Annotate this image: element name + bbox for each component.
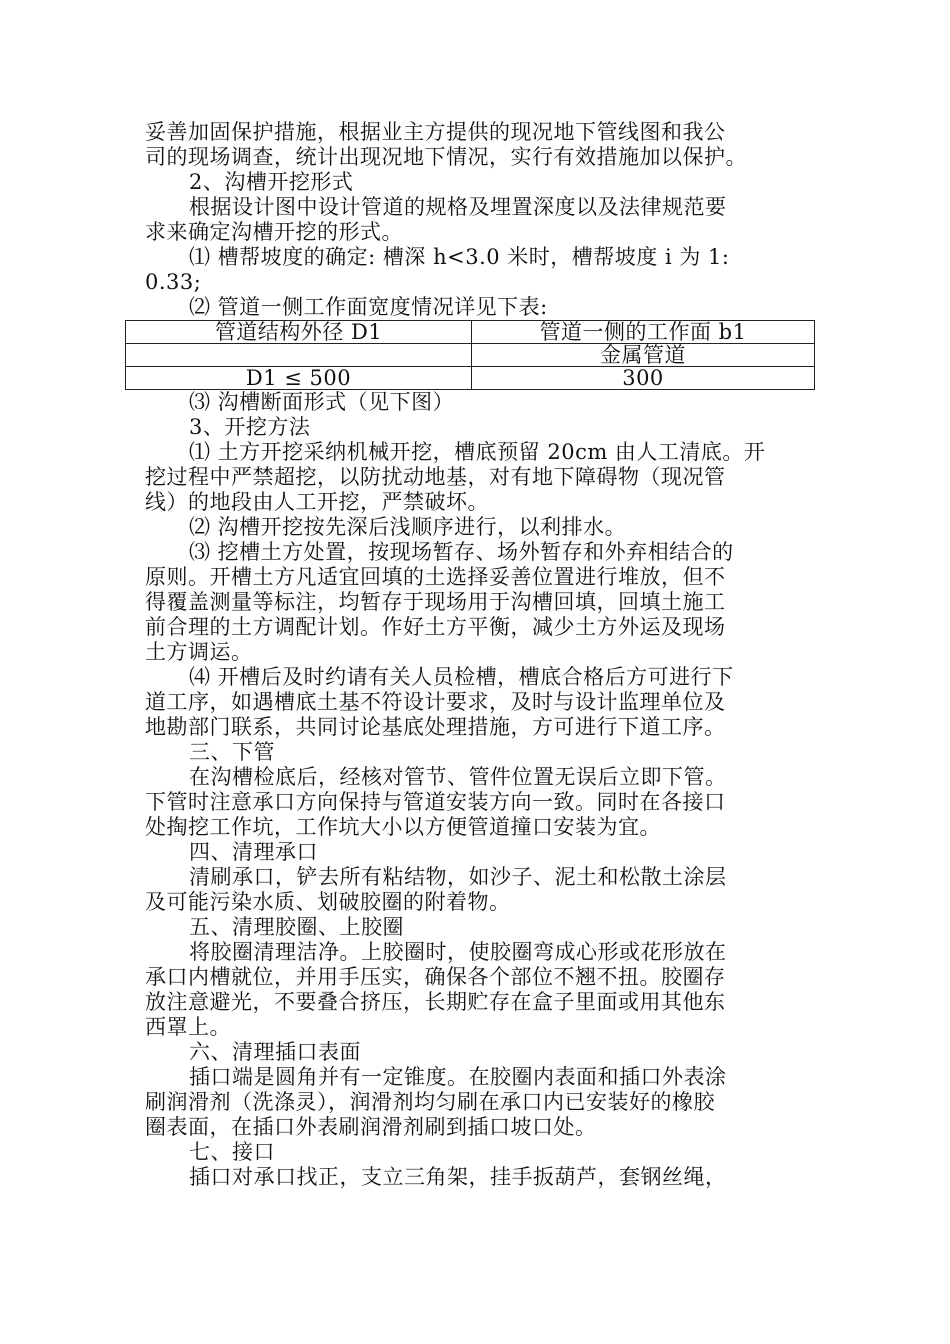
text-line: 三、下管: [189, 740, 275, 764]
text-line: 六、清理插口表面: [189, 1040, 361, 1064]
table-cell: [126, 344, 472, 367]
text-line: ⑵ 沟槽开挖按先深后浅顺序进行，以利排水。: [189, 515, 627, 539]
text-line: 四、清理承口: [189, 840, 318, 864]
table-cell: 300: [472, 367, 815, 390]
work-face-table: [125, 320, 815, 390]
text-line: 根据设计图中设计管道的规格及埋置深度以及法律规范要: [189, 195, 727, 219]
document-page: [145, 120, 807, 1190]
text-line: 及可能污染水质、划破胶圈的附着物。: [145, 890, 511, 914]
table-row: [126, 367, 815, 390]
text-line: 2、沟槽开挖形式: [189, 170, 354, 194]
text-line: 放注意避光，不要叠合挤压，长期贮存在盒子里面或用其他东: [145, 990, 726, 1014]
text-line: 清刷承口，铲去所有粘结物，如沙子、泥土和松散土涂层: [189, 865, 727, 889]
text-line: 西罩上。: [145, 1015, 231, 1039]
text-line: 土方调运。: [145, 640, 253, 664]
text-line: 求来确定沟槽开挖的形式。: [145, 220, 403, 244]
table-subheader-row: [126, 344, 815, 367]
table-cell: 管道结构外径 D1: [126, 321, 472, 344]
text-line: 圈表面，在插口外表刷润滑剂刷到插口坡口处。: [145, 1115, 597, 1139]
table-cell: 管道一侧的工作面 b1: [472, 321, 815, 344]
text-line: 插口端是圆角并有一定锥度。在胶圈内表面和插口外表涂: [189, 1065, 727, 1089]
text-line: ⑴ 土方开挖采纳机械开挖，槽底预留 20cm 由人工清底。开: [189, 440, 766, 464]
text-line: ⑷ 开槽后及时约请有关人员检槽，槽底合格后方可进行下: [189, 665, 734, 689]
text-line: 妥善加固保护措施，根据业主方提供的现况地下管线图和我公: [145, 120, 726, 144]
text-line: 将胶圈清理洁净。上胶圈时，使胶圈弯成心形或花形放在: [189, 940, 727, 964]
text-line: 七、接口: [189, 1140, 275, 1164]
text-line: 插口对承口找正，支立三角架，挂手扳葫芦，套钢丝绳，: [189, 1165, 727, 1189]
table-cell: D1 ≤ 500: [126, 367, 472, 390]
text-line: 地勘部门联系，共同讨论基底处理措施，方可进行下道工序。: [145, 715, 726, 739]
text-line: ⑶ 沟槽断面形式（见下图）: [189, 390, 455, 414]
text-line: 得覆盖测量等标注，均暂存于现场用于沟槽回填，回填土施工: [145, 590, 726, 614]
table-cell: 金属管道: [472, 344, 815, 367]
text-line: 处掏挖工作坑，工作坑大小以方便管道撞口安装为宜。: [145, 815, 661, 839]
text-line: 线）的地段由人工开挖，严禁破坏。: [145, 490, 489, 514]
text-line: ⑴ 槽帮坡度的确定: 槽深 h<3.0 米时，槽帮坡度 i 为 1:: [189, 245, 730, 269]
text-line: 0.33;: [145, 270, 202, 294]
text-line: 原则。开槽土方凡适宜回填的土选择妥善位置进行堆放，但不: [145, 565, 726, 589]
text-line: 司的现场调查，统计出现况地下情况，实行有效措施加以保护。: [145, 145, 747, 169]
text-line: 挖过程中严禁超挖，以防扰动地基，对有地下障碍物（现况管: [145, 465, 726, 489]
text-block-top: [145, 120, 807, 320]
text-line: 3、开挖方法: [189, 415, 311, 439]
text-block-bottom: [145, 390, 807, 1190]
text-line: 道工序，如遇槽底土基不符设计要求，及时与设计监理单位及: [145, 690, 726, 714]
text-line: 承口内槽就位，并用手压实，确保各个部位不翘不扭。胶圈存: [145, 965, 726, 989]
text-line: ⑵ 管道一侧工作面宽度情况详见下表:: [189, 295, 548, 319]
text-line: ⑶ 挖槽土方处置，按现场暂存、场外暂存和外弃相结合的: [189, 540, 734, 564]
text-line: 在沟槽检底后，经核对管节、管件位置无误后立即下管。: [189, 765, 727, 789]
text-line: 刷润滑剂（洗涤灵），润滑剂均匀刷在承口内已安装好的橡胶: [145, 1090, 715, 1114]
text-line: 五、清理胶圈、上胶圈: [189, 915, 404, 939]
table-header-row: [126, 321, 815, 344]
text-line: 下管时注意承口方向保持与管道安装方向一致。同时在各接口: [145, 790, 726, 814]
text-line: 前合理的土方调配计划。作好土方平衡，减少土方外运及现场: [145, 615, 726, 639]
